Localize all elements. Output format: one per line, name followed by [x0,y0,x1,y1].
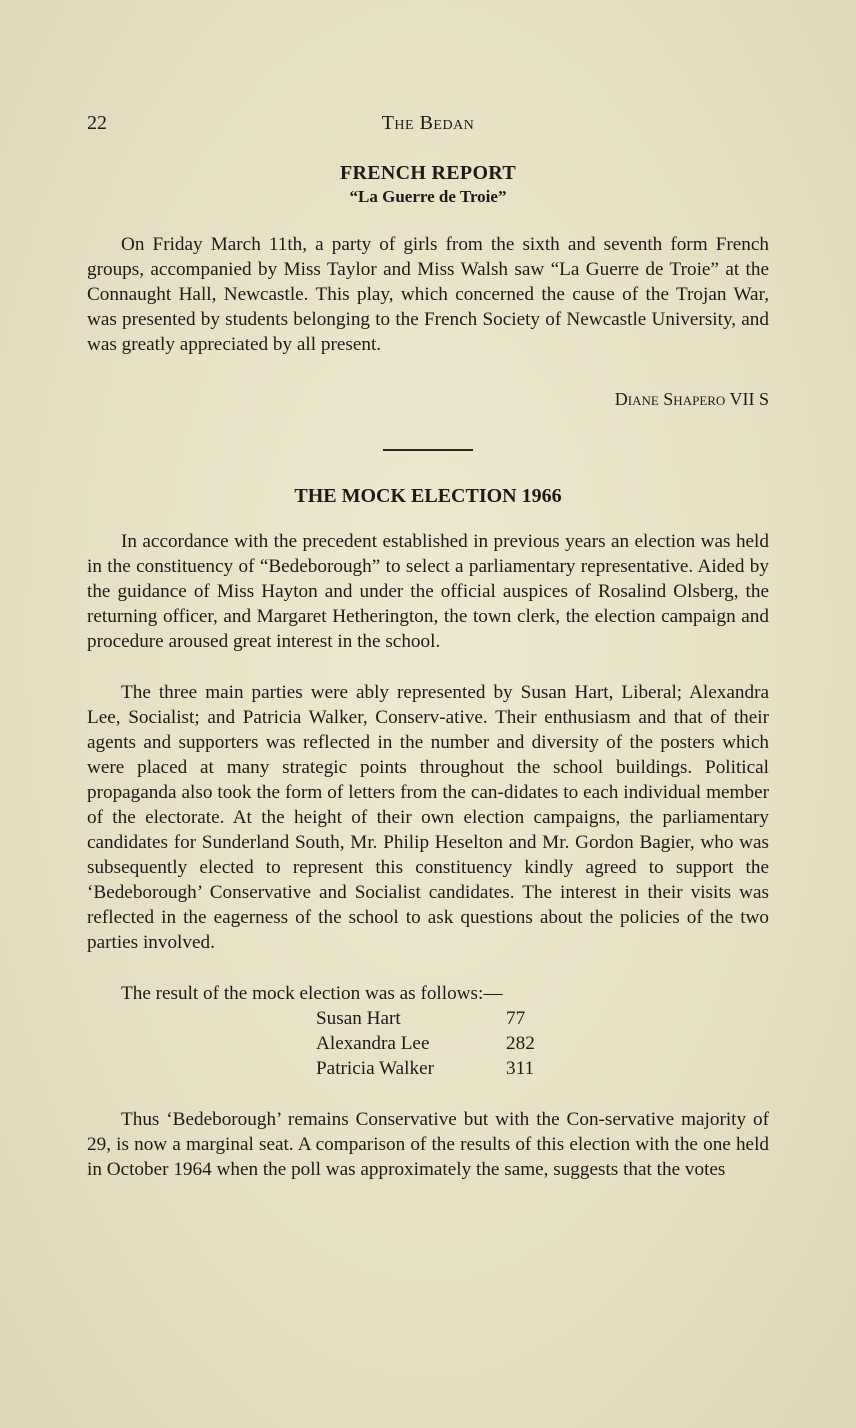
results-row [316,1056,535,1081]
candidate-name: Susan Hart [316,1008,401,1029]
results-row [316,1006,535,1031]
mock-election-paragraph-2: The three main parties were ably represented by Susan Hart, Liberal; Alexandra Lee, Socialist; and Patricia Walker, Conserv-ative. Their enthusiasm and that of their agents and supporters was reflected in the number and diversity of the posters which were placed at many strategic points throughout the school buildings. Political propaganda also took the form of letters from the can-didates to each individual member of the electorate. At the height of their own election campaigns, the parliamentary candidates for Sunderland South, Mr. Philip Heselton and Mr. Gordon Bagier, who was subsequently elected to represent this constituency kindly agreed to support the ‘Bedeborough’ Conservative and Socialist candidates. The interest in their visits was reflected in the eagerness of the school to ask questions about the policies of the two parties involved. [87,682,769,953]
mock-election-paragraph-1: In accordance with the precedent established in previous years an election was held in the constituency of “Bedeborough” to select a parliamentary representative. Aided by the guidance of Miss Hayton and under the official auspices of Rosalind Olsberg, the returning officer, and Margaret Hetherington, the town clerk, the election campaign and procedure aroused great interest in the school. [87,531,769,652]
candidate-name: Alexandra Lee [316,1033,430,1054]
section-divider [383,449,473,451]
candidate-votes: 282 [506,1033,535,1054]
candidate-votes: 311 [506,1058,535,1079]
running-title: The Bedan [381,112,475,134]
french-report-title: FRENCH REPORT [340,162,516,184]
french-report-section [87,160,769,411]
mock-election-title: THE MOCK ELECTION 1966 [294,485,562,507]
mock-election-closing-paragraph: Thus ‘Bedeborough’ remains Conservative but with the Con-servative majority of 29, is now a marginal seat. A comparison of the results of this election with the one held in October 1964 when the poll was approximately the same, suggests that the votes [87,1109,769,1180]
candidate-name: Patricia Walker [316,1058,434,1079]
results-row [316,1031,535,1056]
french-report-signature: Diane Shapero VII S [614,389,769,409]
results-table [316,1006,535,1081]
french-report-paragraph: On Friday March 11th, a party of girls from the sixth and seventh form French groups, accompanied by Miss Taylor and Miss Walsh saw “La Guerre de Troie” at the Connaught Hall, Newcastle. This play, which concerned the cause of the Trojan War, was presented by students belonging to the French Society of Newcastle University, and was greatly appreciated by all present. [87,234,769,355]
page-number: 22 [87,112,107,134]
candidate-votes: 77 [506,1008,526,1029]
french-report-subtitle: “La Guerre de Troie” [349,187,507,206]
mock-election-section [87,483,769,1182]
page-content [87,160,769,1182]
results-intro: The result of the mock election was as follows:— [121,983,503,1004]
page-header [87,112,769,142]
